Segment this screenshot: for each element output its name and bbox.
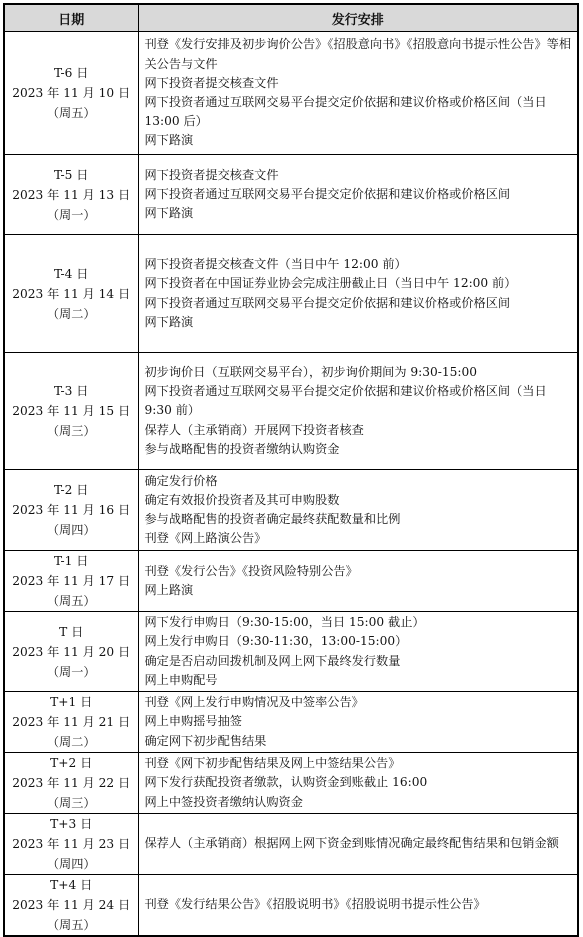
date-weekday: （周三） — [46, 424, 96, 438]
date-day: T-5 日 — [54, 167, 89, 182]
table-row — [4, 551, 578, 612]
plan-item: 网下投资者通过互联网交易平台提交定价依据和建议价格或价格区间 — [144, 295, 511, 310]
plan-cell — [138, 32, 578, 155]
plan-item: 确定是否启动回拨机制及网上网下最终发行数量 — [144, 653, 401, 668]
plan-item: 参与战略配售的投资者确定最终获配数量和比例 — [144, 512, 401, 526]
plan-cell — [138, 875, 578, 937]
table-header-row — [4, 4, 578, 32]
date-date: 2023 年 11 月 23 日 — [12, 837, 131, 851]
date-cell — [4, 353, 138, 470]
schedule-body — [4, 32, 578, 937]
date-cell — [4, 753, 138, 814]
date-date: 2023 年 11 月 14 日 — [12, 286, 131, 301]
date-day: T-2 日 — [54, 483, 89, 497]
table-row — [4, 155, 578, 235]
date-cell — [4, 470, 138, 551]
date-weekday: （周四） — [46, 523, 96, 537]
date-cell — [4, 32, 138, 155]
plan-item: 网上中签投资者缴纳认购资金 — [144, 794, 303, 809]
table-row — [4, 753, 578, 814]
plan-column-header: 发行安排 — [138, 4, 578, 32]
plan-item: 网上发行申购日（9:30-11:30，13:00-15:00） — [144, 634, 408, 649]
plan-item: 网下路演 — [144, 206, 194, 221]
plan-item: 刊登《发行公告》《投资风险特别公告》 — [144, 563, 358, 578]
plan-cell — [138, 692, 578, 753]
plan-item: 网下投资者通过互联网交易平台提交定价依据和建议价格或价格区间（当日 13:00 后） — [144, 95, 547, 129]
plan-item: 网上申购配号 — [144, 672, 218, 687]
table-row — [4, 32, 578, 155]
date-cell — [4, 814, 138, 875]
plan-item: 网下投资者提交核查文件 — [144, 167, 279, 182]
date-date: 2023 年 11 月 20 日 — [12, 644, 131, 659]
date-weekday: （周五） — [46, 106, 96, 120]
date-weekday: （周一） — [46, 207, 96, 222]
issuance-schedule-table — [3, 3, 579, 937]
plan-cell — [138, 814, 578, 875]
table-row — [4, 814, 578, 875]
date-day: T-4 日 — [54, 266, 89, 281]
plan-item: 网上申购摇号抽签 — [144, 714, 242, 729]
plan-item: 保荐人（主承销商）开展网下投资者核查 — [144, 422, 364, 437]
plan-item: 网下投资者在中国证券业协会完成注册截止日（当日中午 12:00 前） — [144, 276, 517, 291]
date-column-header: 日期 — [4, 4, 138, 32]
date-day: T 日 — [59, 624, 84, 639]
plan-cell — [138, 353, 578, 470]
plan-item: 网下投资者通过互联网交易平台提交定价依据和建议价格或价格区间（当日 9:30 前） — [144, 384, 547, 418]
plan-item: 网下发行申购日（9:30-15:00，当日 15:00 截止） — [144, 615, 425, 630]
table-row — [4, 612, 578, 692]
date-day: T-3 日 — [54, 384, 89, 398]
table-row — [4, 692, 578, 753]
date-day: T+4 日 — [50, 878, 93, 892]
date-weekday: （周二） — [46, 735, 96, 749]
plan-cell — [138, 155, 578, 235]
date-date: 2023 年 11 月 13 日 — [12, 187, 131, 202]
date-day: T-6 日 — [54, 66, 89, 80]
date-date: 2023 年 11 月 17 日 — [12, 574, 131, 588]
date-day: T+2 日 — [50, 756, 93, 770]
date-date: 2023 年 11 月 24 日 — [12, 898, 131, 912]
plan-item: 初步询价日（互联网交易平台），初步询价期间为 9:30-15:00 — [144, 364, 478, 379]
date-weekday: （周四） — [46, 857, 96, 871]
date-weekday: （周三） — [46, 796, 96, 810]
date-day: T-1 日 — [54, 554, 89, 568]
plan-item: 参与战略配售的投资者缴纳认购资金 — [144, 441, 340, 456]
date-day: T+3 日 — [50, 817, 93, 831]
table-row — [4, 875, 578, 937]
table-row — [4, 470, 578, 551]
plan-item: 网下投资者通过互联网交易平台提交定价依据和建议价格或价格区间 — [144, 186, 511, 201]
plan-item: 刊登《网下初步配售结果及网上中签结果公告》 — [144, 756, 401, 771]
plan-item: 网上路演 — [144, 583, 194, 597]
table-row — [4, 353, 578, 470]
date-date: 2023 年 11 月 10 日 — [12, 86, 131, 100]
plan-item: 刊登《发行结果公告》《招股说明书》《招股说明书提示性公告》 — [144, 897, 486, 912]
table-row — [4, 235, 578, 353]
date-cell — [4, 612, 138, 692]
date-cell — [4, 692, 138, 753]
plan-item: 保荐人（主承销商）根据网上网下资金到账情况确定最终配售结果和包销金额 — [144, 836, 559, 851]
date-date: 2023 年 11 月 16 日 — [12, 503, 131, 517]
date-cell — [4, 875, 138, 937]
date-weekday: （周一） — [46, 664, 96, 679]
plan-item: 网下发行获配投资者缴款，认购资金到账截止 16:00 — [144, 775, 428, 790]
plan-item: 确定有效报价投资者及其可申购股数 — [144, 492, 340, 507]
date-weekday: （周二） — [46, 306, 96, 321]
plan-item: 网下投资者提交核查文件 — [144, 75, 279, 90]
date-cell — [4, 551, 138, 612]
plan-item: 刊登《网上路演公告》 — [144, 531, 267, 546]
plan-cell — [138, 235, 578, 353]
date-date: 2023 年 11 月 15 日 — [12, 404, 131, 418]
date-cell — [4, 235, 138, 353]
plan-item: 刊登《网上发行申购情况及中签率公告》 — [144, 695, 364, 710]
date-weekday: （周五） — [46, 918, 96, 932]
date-weekday: （周五） — [46, 594, 96, 608]
date-cell — [4, 155, 138, 235]
plan-cell — [138, 612, 578, 692]
plan-item: 网下投资者提交核查文件（当日中午 12:00 前） — [144, 257, 407, 272]
plan-cell — [138, 551, 578, 612]
plan-item: 确定网下初步配售结果 — [144, 733, 267, 748]
plan-item: 确定发行价格 — [144, 473, 218, 488]
plan-item: 网下路演 — [144, 133, 194, 148]
plan-item: 网下路演 — [144, 314, 194, 329]
date-date: 2023 年 11 月 22 日 — [12, 776, 131, 790]
plan-cell — [138, 470, 578, 551]
plan-cell — [138, 753, 578, 814]
plan-item: 刊登《发行安排及初步询价公告》《招股意向书》《招股意向书提示性公告》等相关公告与文件 — [144, 37, 572, 71]
date-day: T+1 日 — [50, 695, 93, 709]
date-date: 2023 年 11 月 21 日 — [12, 715, 131, 729]
